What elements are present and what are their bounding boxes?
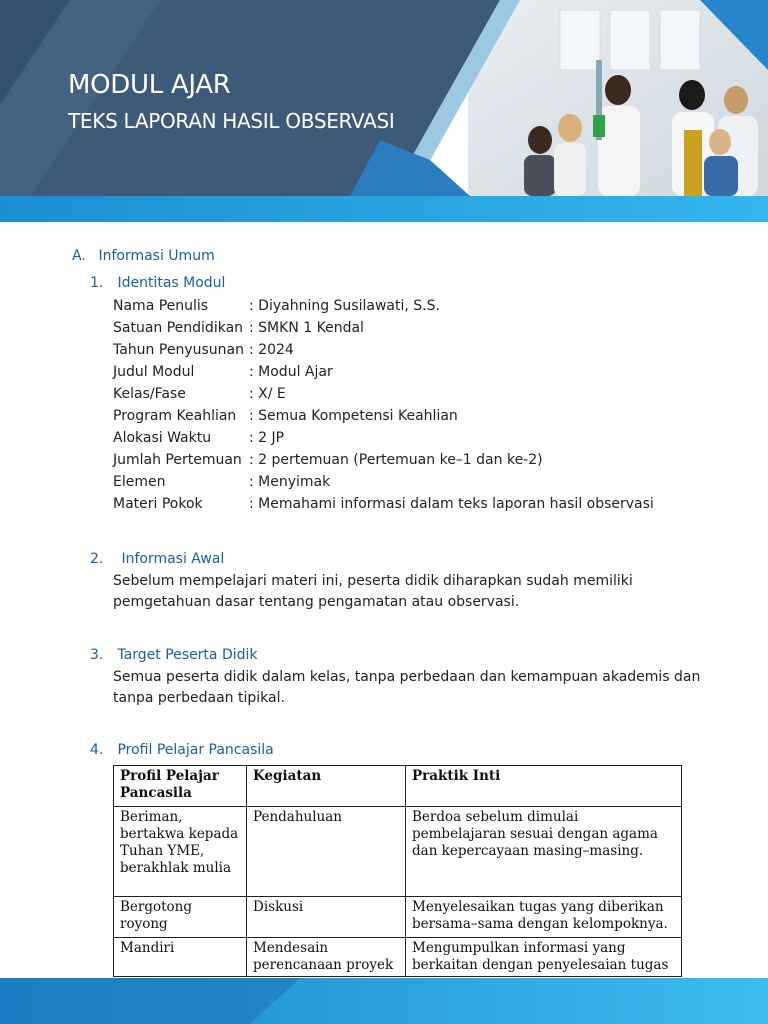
section-a-heading <box>72 248 215 264</box>
item-title: Target Peserta Didik <box>117 647 258 663</box>
profil-heading <box>90 742 274 758</box>
row-key: Elemen <box>113 474 166 490</box>
table-header-row <box>114 766 682 807</box>
table-cell: Diskusi <box>247 897 406 938</box>
table-cell: Bergotong royong <box>114 897 247 938</box>
informasi-awal-heading <box>90 551 224 567</box>
row-key: Kelas/Fase <box>113 386 186 402</box>
identitas-row <box>113 317 654 339</box>
item-title: Informasi Awal <box>121 551 225 567</box>
row-key: Jumlah Pertemuan <box>113 452 242 468</box>
informasi-awal-text: Sebelum mempelajari materi ini, peserta didik diharapkan sudah memiliki pemgetahuan dasar tentang pengamatan atau observasi. <box>113 573 633 610</box>
table-row <box>114 897 682 938</box>
item-title: Identitas Modul <box>117 275 226 291</box>
identitas-row <box>113 361 654 383</box>
row-key: Program Keahlian <box>113 408 237 424</box>
row-value: : Diyahning Susilawati, S.S. <box>249 298 440 314</box>
table-cell: Berdoa sebelum dimulai pembelajaran sesuai dengan agama dan kepercayaan masing–masing. <box>406 807 682 897</box>
row-value: : 2 JP <box>249 430 285 446</box>
item-number: 4. <box>90 742 104 758</box>
table-header-cell: Kegiatan <box>247 766 406 807</box>
table-cell: Mendesain perencanaan proyek <box>247 938 406 977</box>
target-text: Semua peserta didik dalam kelas, tanpa perbedaan dan kemampuan akademis dan tanpa perbedaan tipikal. <box>113 669 701 706</box>
identitas-row <box>113 405 654 427</box>
row-key: Satuan Pendidikan <box>113 320 244 336</box>
row-value: : X/ E <box>249 386 286 402</box>
identitas-row <box>113 493 654 515</box>
row-key: Nama Penulis <box>113 298 209 314</box>
section-title: Informasi Umum <box>98 248 215 264</box>
row-value: : Menyimak <box>249 474 331 490</box>
item-number: 3. <box>90 647 104 663</box>
item-number: 1. <box>90 275 104 291</box>
row-key: Alokasi Waktu <box>113 430 212 446</box>
row-key: Tahun Penyusunan <box>113 342 244 358</box>
row-value: : Memahami informasi dalam teks laporan hasil observasi <box>249 496 654 512</box>
row-key: Judul Modul <box>113 364 195 380</box>
table-header-cell: Praktik Inti <box>406 766 682 807</box>
header-banner <box>0 0 768 222</box>
row-value: : 2 pertemuan (Pertemuan ke–1 dan ke-2) <box>249 452 543 468</box>
identitas-heading <box>90 275 225 291</box>
identitas-row <box>113 339 654 361</box>
table-cell: Beriman, bertakwa kepada Tuhan YME, berakhlak mulia <box>114 807 247 897</box>
section-letter: A. <box>72 248 86 264</box>
footer-band <box>0 978 768 1024</box>
item-title: Profil Pelajar Pancasila <box>117 742 274 758</box>
profil-table <box>113 765 682 977</box>
identitas-row <box>113 449 654 471</box>
row-value: : SMKN 1 Kendal <box>249 320 364 336</box>
table-cell: Mengumpulkan informasi yang berkaitan dengan penyelesaian tugas <box>406 938 682 977</box>
row-value: : Semua Kompetensi Keahlian <box>249 408 458 424</box>
identitas-row <box>113 383 654 405</box>
title-block <box>68 70 395 134</box>
table-header-cell: Profil Pelajar Pancasila <box>114 766 247 807</box>
identitas-row <box>113 427 654 449</box>
identitas-list <box>113 295 654 515</box>
module-title: MODUL AJAR <box>68 70 231 100</box>
table-cell: Pendahuluan <box>247 807 406 897</box>
target-heading <box>90 647 258 663</box>
table-row <box>114 807 682 897</box>
row-value: : 2024 <box>249 342 294 358</box>
row-value: : Modul Ajar <box>249 364 333 380</box>
table-cell: Mandiri <box>114 938 247 977</box>
table-cell: Menyelesaikan tugas yang diberikan bersama–sama dengan kelompoknya. <box>406 897 682 938</box>
module-subtitle: TEKS LAPORAN HASIL OBSERVASI <box>68 109 395 133</box>
identitas-row <box>113 295 654 317</box>
table-row <box>114 938 682 977</box>
row-key: Materi Pokok <box>113 496 203 512</box>
item-number: 2. <box>90 551 104 567</box>
identitas-row <box>113 471 654 493</box>
